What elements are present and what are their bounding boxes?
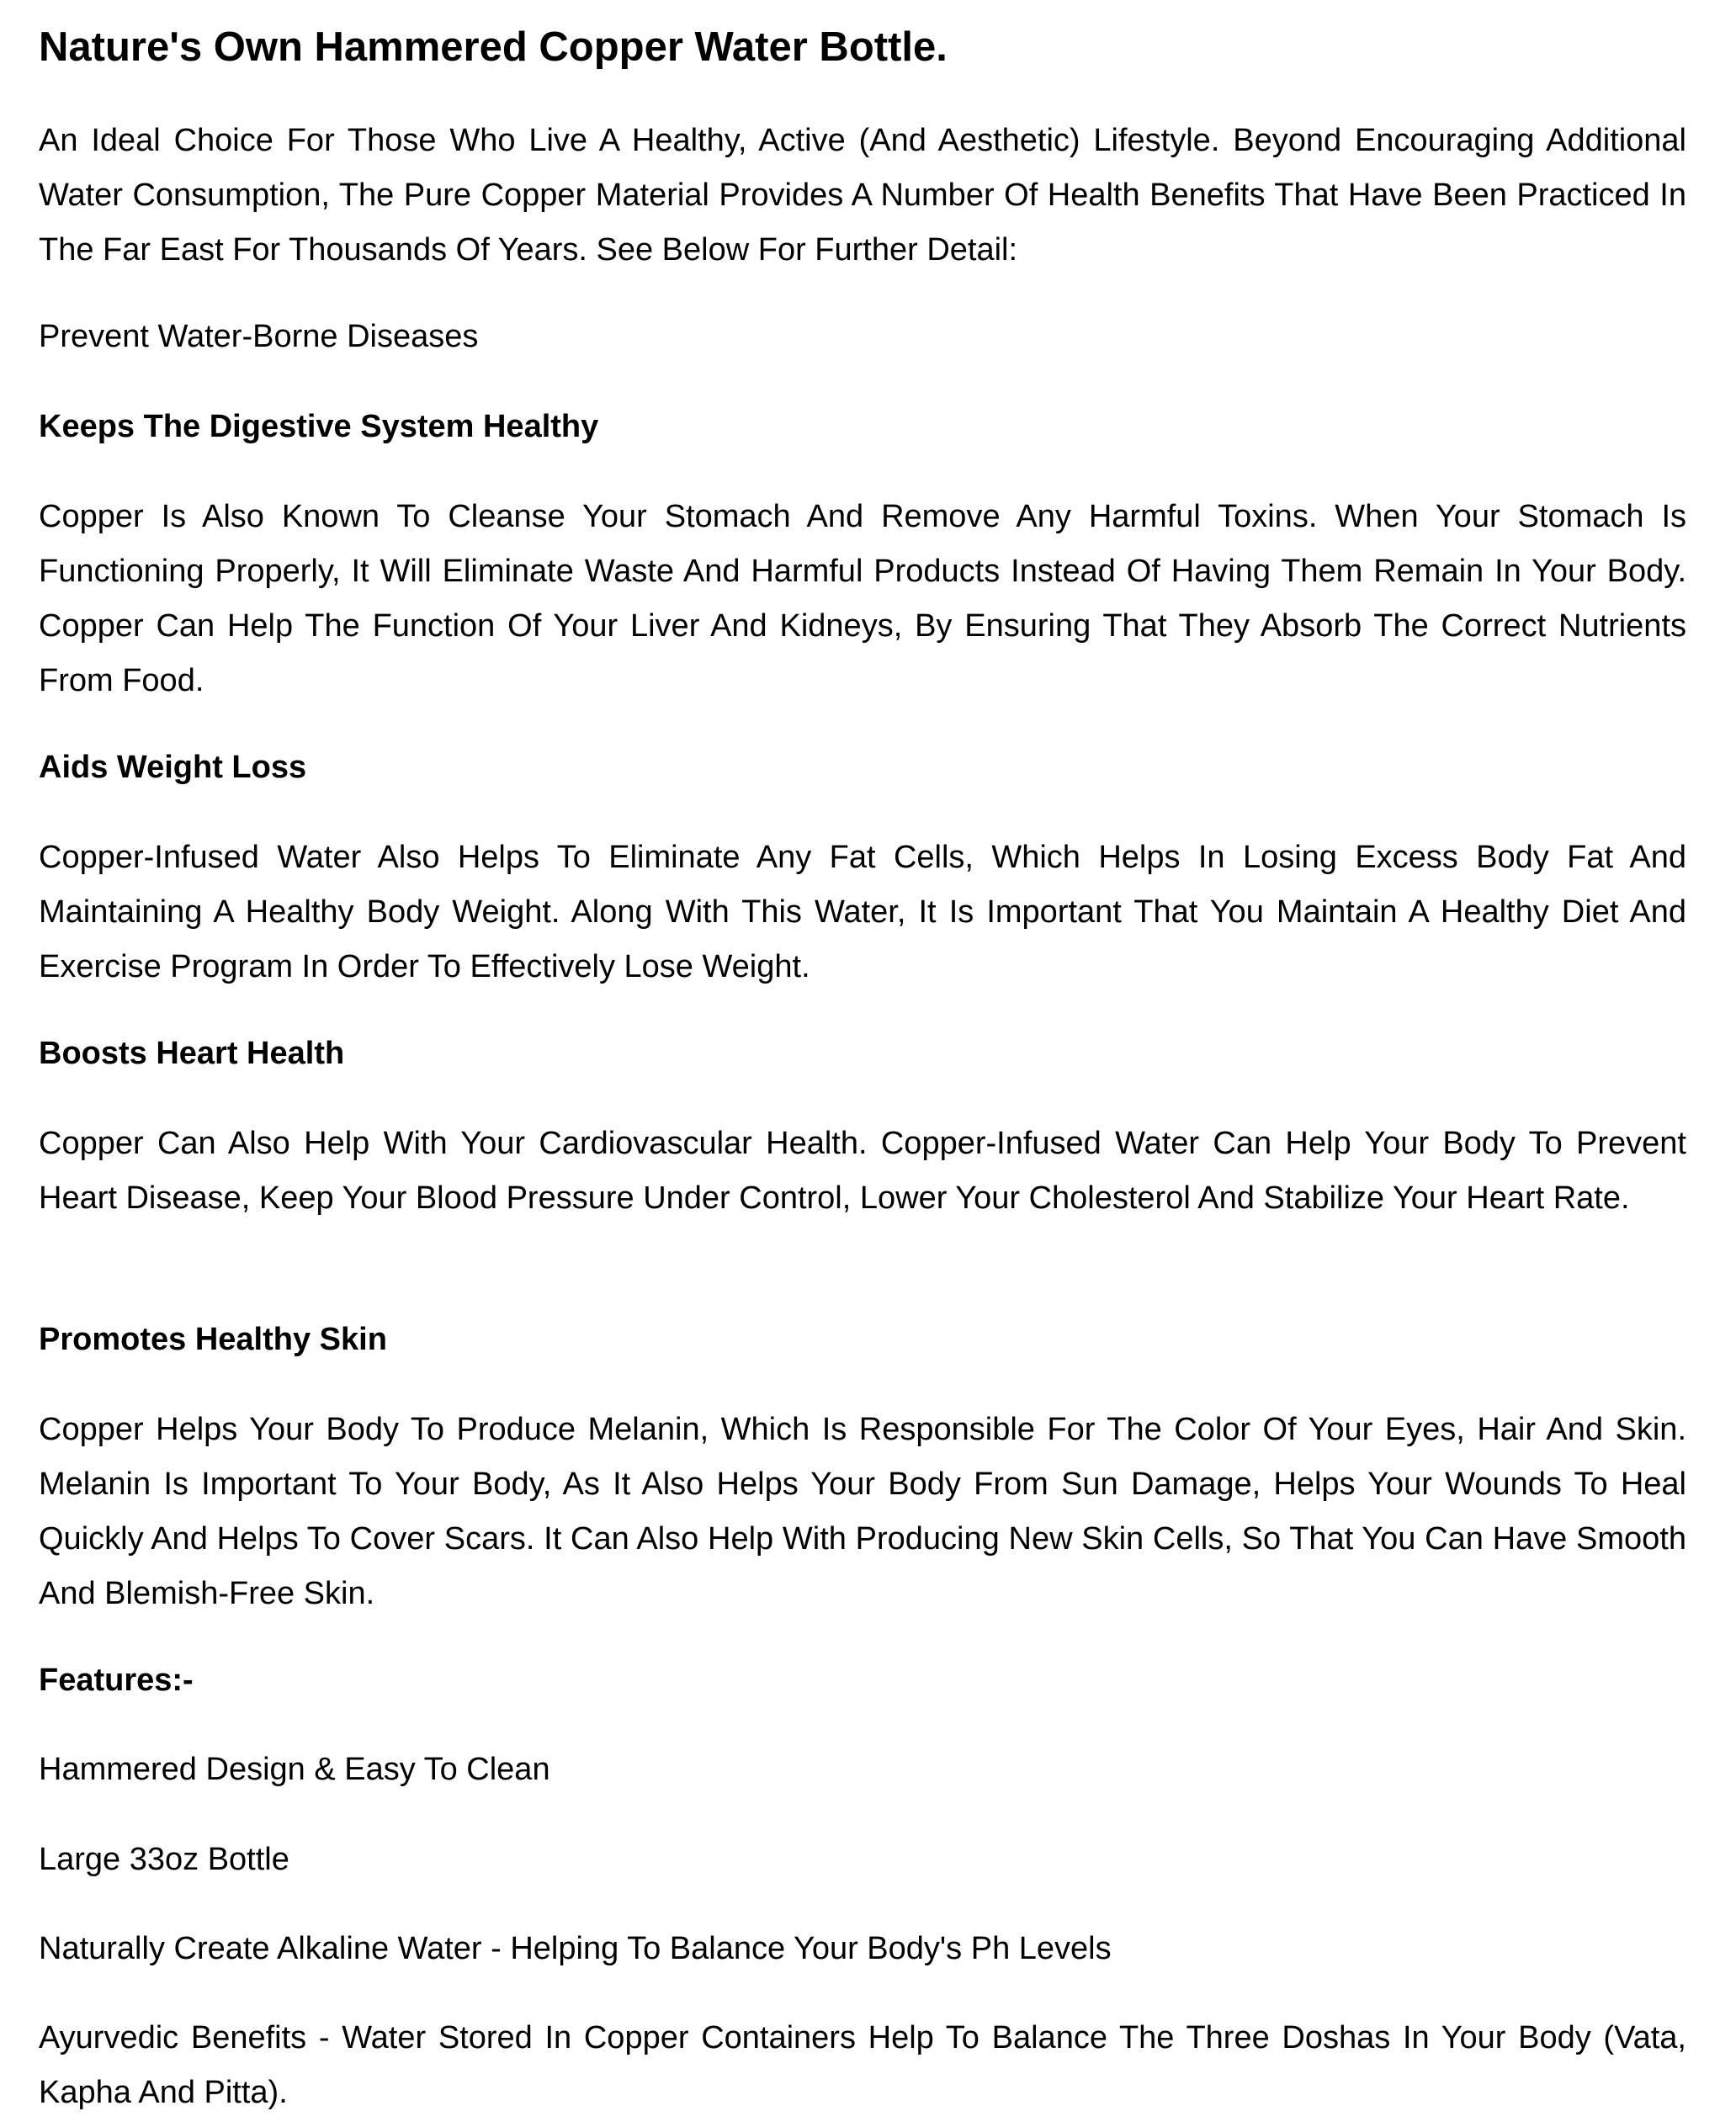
section-heading-weight-loss: Aids Weight Loss <box>39 750 307 785</box>
section-body-weight-loss: Copper-Infused Water Also Helps To Eliminate Any Fat Cells, Which Helps In Losing Excess Body Fat And Maintaining A Healthy Body Weight. Along With This Water, It Is Important That You Maintain A Healthy Diet And Exercise Program In Order To Effectively Lose Weight. <box>39 840 1686 984</box>
feature-item: Hammered Design & Easy To Clean <box>39 1752 550 1787</box>
section-body-heart: Copper Can Also Help With Your Cardiovascular Health. Copper-Infused Water Can Help Your Body To Prevent Heart Disease, Keep Your Blood Pressure Under Control, Lower Your Cholesterol And Stabilize Your Heart Rate. <box>39 1126 1686 1216</box>
feature-item: Ayurvedic Benefits - Water Stored In Copper Containers Help To Balance The Three Doshas In Your Body (Vata, Kapha And Pitta). <box>39 2020 1686 2110</box>
intro-paragraph: An Ideal Choice For Those Who Live A Healthy, Active (And Aesthetic) Lifestyle. Beyond Encouraging Additional Water Consumption, The Pure Copper Material Provides A Number Of Health Benefits That Have Been Practiced In The Far East For Thousands Of Years. See Below For Further Detail: <box>39 123 1686 268</box>
section-heading-skin: Promotes Healthy Skin <box>39 1322 387 1357</box>
feature-item: Naturally Create Alkaline Water - Helping To Balance Your Body's Ph Levels <box>39 1931 1112 1966</box>
section-heading-heart: Boosts Heart Health <box>39 1036 345 1071</box>
section-heading-digestive: Keeps The Digestive System Healthy <box>39 409 599 444</box>
features-heading: Features:- <box>39 1663 194 1698</box>
section-body-digestive: Copper Is Also Known To Cleanse Your Stomach And Remove Any Harmful Toxins. When Your Stomach Is Functioning Properly, It Will Eliminate Waste And Harmful Products Instead Of Having Them Remain In Your Body. Copper Can Help The Function Of Your Liver And Kidneys, By Ensuring That They Absorb The Correct Nutrients From Food. <box>39 499 1686 698</box>
section-body-skin: Copper Helps Your Body To Produce Melanin, Which Is Responsible For The Color Of Your Eyes, Hair And Skin. Melanin Is Important To Your Body, As It Also Helps Your Body From Sun Damage, Helps Your Wounds To Heal Quickly And Helps To Cover Scars. It Can Also Help With Producing New Skin Cells, So That You Can Have Smooth And Blemish-Free Skin. <box>39 1412 1686 1611</box>
document-title: Nature's Own Hammered Copper Water Bottle. <box>39 24 948 70</box>
feature-item: Large 33oz Bottle <box>39 1842 289 1877</box>
prevent-line: Prevent Water-Borne Diseases <box>39 319 479 354</box>
